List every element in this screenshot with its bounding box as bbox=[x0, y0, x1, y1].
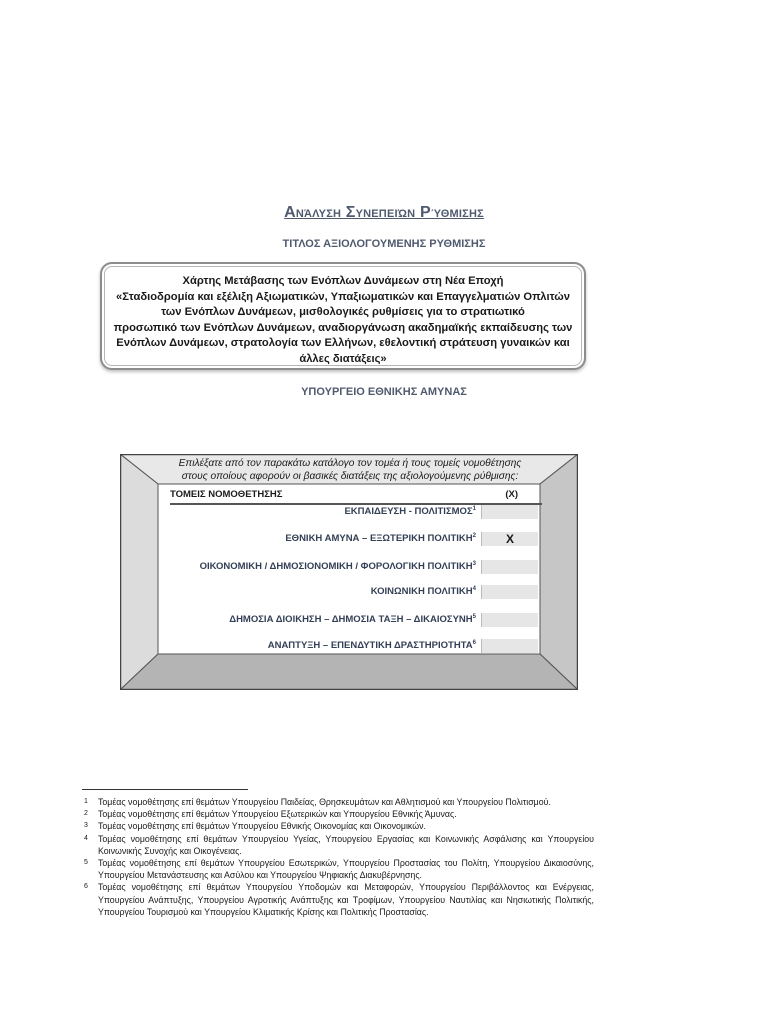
column-header-mark: (Χ) bbox=[505, 489, 518, 500]
sector-row bbox=[170, 560, 538, 574]
footnote: 4 Τομέας νομοθέτησης επί θεμάτων Υπουργείου Υγείας, Υπουργείου Εργασίας και Κοινωνικής Ασφάλισης και Υπουργείου Κοινωνικής Συνοχής και Οικογένειας. bbox=[84, 833, 594, 856]
regulation-title-line: «Σταδιοδρομία και εξέλιξη Αξιωματικών, Υπαξιωματικών και Επαγγελματιών Οπλιτών bbox=[116, 290, 570, 303]
instruction-line: Επιλέξατε από τον παρακάτω κατάλογο τον τομέα ή τους τομείς νομοθέτησης bbox=[178, 458, 522, 469]
sectors-frame bbox=[120, 454, 578, 690]
sector-row bbox=[170, 585, 538, 599]
sector-label: ΟΙΚΟΝΟΜΙΚΗ / ΔΗΜΟΣΙΟΝΟΜΙΚΗ / ΦΟΡΟΛΟΓΙΚΗ ΠΟΛΙΤΙΚΗ$^3$ bbox=[199, 561, 476, 573]
sector-mark-cell[interactable] bbox=[481, 639, 538, 653]
footnote: 2 Τομέας νομοθέτησης επί θεμάτων Υπουργείου Εξωτερικών και Υπουργείου Εθνικής Άμυνας. bbox=[84, 809, 457, 820]
regulation-title-line: Χάρτης Μετάβασης των Ενόπλων Δυνάμεων στη Νέα Εποχή bbox=[182, 275, 504, 287]
sector-mark-cell[interactable] bbox=[481, 560, 538, 574]
footnote: 5 Τομέας νομοθέτησης επί θεμάτων Υπουργείου Εσωτερικών, Υπουργείου Προστασίας του Πολίτη, Υπουργείου Δικαιοσύνης, Υπουργείου Μετανάστευσης και Ασύλου και Υπουργείου Ψηφιακής Διακυβέρνησης. bbox=[84, 858, 594, 881]
regulation-title-line: άλλες διατάξεις» bbox=[299, 352, 387, 365]
footnote-separator bbox=[82, 789, 248, 790]
footnotes bbox=[82, 796, 594, 918]
sector-label: ΕΘΝΙΚΗ ΑΜΥΝΑ – ΕΞΩΤΕΡΙΚΗ ΠΟΛΙΤΙΚΗ$^2$ bbox=[285, 533, 476, 545]
footnote: 6 Τομέας νομοθέτησης επί θεμάτων Υπουργείου Υποδομών και Μεταφορών, Υπουργείου Περιβάλλοντος και Ενέργειας, Υπουργείου Ανάπτυξης, Υπουργείου Αγροτικής Ανάπτυξης και Τροφίμων, Υπουργείου Ναυτιλίας και Νησιωτικής Πολιτικής, Υπουργείου Τουρισμού και Υπουργείου Κλιματικής Κρίσης και Πολιτικής Προστασίας. bbox=[84, 882, 594, 917]
sector-label: ΚΟΙΝΩΝΙΚΗ ΠΟΛΙΤΙΚΗ$^4$ bbox=[370, 586, 476, 598]
sectors-instruction bbox=[160, 458, 540, 483]
column-header-sectors: ΤΟΜΕΙΣ ΝΟΜΟΘΕΤΗΣΗΣ bbox=[170, 489, 283, 500]
sector-label: ΑΝΑΠΤΥΞΗ – ΕΠΕΝΔΥΤΙΚΗ ΔΡΑΣΤΗΡΙΟΤΗΤΑ$^6$ bbox=[267, 640, 476, 652]
sector-mark-cell[interactable] bbox=[481, 505, 538, 519]
page-title: Ανάλυση Συνεπειών Ρύθμισης bbox=[284, 204, 484, 221]
sector-row bbox=[170, 505, 538, 519]
sector-label: ΔΗΜΟΣΙΑ ΔΙΟΙΚΗΣΗ – ΔΗΜΟΣΙΑ ΤΑΞΗ – ΔΙΚΑΙΟΣΥΝΗ$^5$ bbox=[229, 614, 476, 626]
footnote: 3 Τομέας νομοθέτησης επί θεμάτων Υπουργείου Εθνικής Οικονομίας και Οικονομικών. bbox=[84, 821, 426, 832]
regulation-title-box bbox=[100, 262, 586, 370]
regulation-title-line: προσωπικό των Ενόπλων Δυνάμεων, αναδιοργάνωση ακαδημαϊκής εκπαίδευσης των bbox=[113, 321, 573, 334]
sector-row bbox=[170, 639, 538, 653]
sector-row bbox=[170, 532, 538, 546]
regulation-title-line: Ενόπλων Δυνάμεων, στρατολογία των Ελλήνων, εθελοντική στράτευση γυναικών και bbox=[116, 337, 570, 349]
sector-mark-cell[interactable] bbox=[481, 613, 538, 627]
sector-label: ΕΚΠΑΙΔΕΥΣΗ - ΠΟΛΙΤΙΣΜΟΣ$^1$ bbox=[344, 506, 476, 518]
regulation-title-heading: ΤΙΤΛΟΣ ΑΞΙΟΛΟΓΟΥΜΕΝΗΣ ΡΥΘΜΙΣΗΣ bbox=[282, 238, 486, 250]
sectors-table-header bbox=[170, 489, 542, 505]
sector-mark-cell[interactable] bbox=[481, 585, 538, 599]
footnote: 1 Τομέας νομοθέτησης επί θεμάτων Υπουργείου Παιδείας, Θρησκευμάτων και Αθλητισμού και Υπουργείου Πολιτισμού. bbox=[84, 797, 551, 807]
sector-row bbox=[170, 613, 538, 627]
instruction-line: στους οποίους αφορούν οι βασικές διατάξεις της αξιολογούμενης ρύθμισης: bbox=[181, 470, 519, 482]
ministry-name: ΥΠΟΥΡΓΕΙΟ ΕΘΝΙΚΗΣ ΑΜΥΝΑΣ bbox=[301, 386, 467, 398]
regulation-title-line: των Ενόπλων Δυνάμεων, μισθολογικές ρυθμίσεις για το στρατιωτικό bbox=[161, 306, 525, 318]
sector-mark-cell[interactable]: X bbox=[481, 532, 538, 546]
